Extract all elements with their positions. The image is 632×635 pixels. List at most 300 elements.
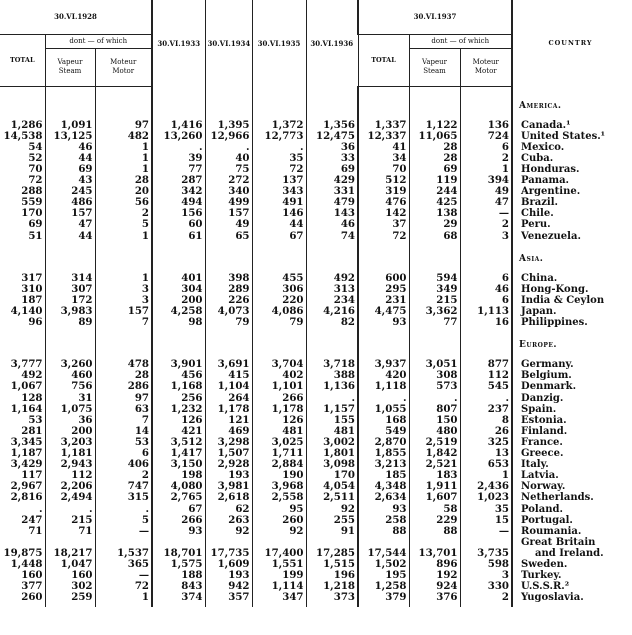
cell-value: 342 [152, 186, 205, 197]
cell-value: 330 [460, 581, 512, 592]
cell-value: 35 [252, 153, 306, 164]
table-row [0, 120, 628, 131]
country-name [512, 186, 628, 197]
country-name [512, 208, 628, 219]
cell-value: 47 [460, 197, 512, 208]
cell-value: 31 [45, 393, 95, 404]
cell-value: 3,002 [306, 437, 358, 448]
cell-value: 61 [152, 231, 205, 242]
country-label: Japan. [521, 306, 557, 317]
cell-value: 229 [409, 515, 460, 526]
cell-value: 2,870 [358, 437, 409, 448]
cell-value: 72 [95, 581, 152, 592]
cell-value: 256 [152, 393, 205, 404]
cell-value: 469 [205, 426, 252, 437]
cell-value: 17,400 [252, 537, 306, 559]
country-label: India & Ceylon [521, 294, 605, 306]
table-row [0, 317, 628, 328]
cell-value: 263 [205, 515, 252, 526]
cell-value: 75 [205, 164, 252, 175]
cell-value: 3,298 [205, 437, 252, 448]
cell-value: 376 [409, 592, 460, 603]
table-row [0, 404, 628, 415]
cell-value: 193 [205, 470, 252, 481]
cell-value: 5 [95, 219, 152, 230]
cell-value: 11,065 [409, 131, 460, 142]
cell-value: 70 [28, 163, 43, 175]
country-name [512, 581, 628, 592]
country-name [512, 393, 628, 404]
cell-value: 388 [306, 370, 358, 381]
cell-value: 653 [460, 459, 512, 470]
cell-value: 18,217 [45, 537, 95, 559]
table-row [0, 273, 628, 284]
country-name [512, 370, 628, 381]
region-row [0, 101, 628, 112]
cell-value: 1,515 [306, 559, 358, 570]
cell-value: 88 [358, 526, 409, 537]
cell-value: 58 [409, 504, 460, 515]
country-label-continued: and Ireland. [535, 547, 604, 559]
table-row [0, 208, 628, 219]
table-row [0, 295, 628, 306]
cell-value: 2,884 [252, 459, 306, 470]
country-name [512, 284, 628, 295]
cell-value: 3,512 [152, 437, 205, 448]
cell-value: 1,609 [205, 559, 252, 570]
cell-value: . [45, 504, 95, 515]
cell-value: 374 [152, 592, 205, 603]
country-label: Honduras. [521, 163, 580, 175]
cell-value: 482 [95, 131, 152, 142]
country-name [512, 404, 628, 415]
cell-value: 1,502 [358, 559, 409, 570]
cell-value: 3 [460, 570, 512, 581]
header-dont-1928: dont — of which [45, 34, 152, 48]
cell-value: 72 [28, 175, 43, 187]
cell-value: 2 [460, 592, 512, 603]
cell-value: 3,735 [460, 537, 512, 559]
country-label: Portugal. [521, 514, 573, 526]
cell-value: 2,511 [306, 492, 358, 503]
country-label: Belgium. [521, 370, 572, 382]
cell-value: 2,519 [409, 437, 460, 448]
cell-value: 486 [45, 197, 95, 208]
table-row [0, 131, 628, 142]
cell-value: 43 [45, 175, 95, 186]
table-row [0, 570, 628, 581]
cell-value: 3,983 [45, 306, 95, 317]
table-row [0, 306, 628, 317]
cell-value: 394 [460, 175, 512, 186]
cell-value: 7 [95, 317, 152, 328]
cell-value: 39 [152, 153, 205, 164]
cell-value: 479 [306, 197, 358, 208]
cell-value: 77 [152, 164, 205, 175]
cell-value: 93 [358, 317, 409, 328]
table-body [0, 86, 628, 607]
country-label: Greece. [521, 448, 564, 460]
cell-value: 2,765 [152, 492, 205, 503]
country-label: Brazil. [521, 197, 558, 209]
header-steam-1937: Vapeur Steam [409, 48, 460, 86]
cell-value: 289 [205, 284, 252, 295]
table-row [0, 470, 628, 481]
country-label: Poland. [521, 503, 563, 515]
country-name [512, 219, 628, 230]
cell-value: 79 [252, 317, 306, 328]
header-motor-1937: Moteur Motor [460, 48, 512, 86]
cell-value: . [460, 393, 512, 404]
table-row [0, 359, 628, 370]
cell-value: 258 [358, 515, 409, 526]
cell-value: 36 [306, 142, 358, 153]
country-label: France. [521, 436, 563, 448]
cell-value: 1,551 [252, 559, 306, 570]
cell-value: 195 [358, 570, 409, 581]
cell-value: 2 [95, 208, 152, 219]
cell-value: 340 [205, 186, 252, 197]
cell-value: 1,114 [252, 581, 306, 592]
cell-value: 44 [45, 153, 95, 164]
cell-value: 12,475 [306, 131, 358, 142]
cell-value: 325 [460, 437, 512, 448]
cell-value: 220 [252, 295, 306, 306]
region-name: America. [512, 101, 628, 112]
cell-value: 16 [460, 317, 512, 328]
cell-value: 18,701 [152, 537, 205, 559]
cell-value: 82 [306, 317, 358, 328]
cell-value: 264 [205, 393, 252, 404]
cell-value: 343 [252, 186, 306, 197]
cell-value: 1,356 [306, 120, 358, 131]
cell-value: 310 [21, 283, 43, 295]
cell-value: 494 [152, 197, 205, 208]
cell-value: 160 [45, 570, 95, 581]
cell-value: 46 [460, 284, 512, 295]
cell-value: 1,711 [252, 448, 306, 459]
cell-value: 168 [358, 415, 409, 426]
cell-value: 226 [205, 295, 252, 306]
cell-value: — [460, 526, 512, 537]
cell-value: 2,558 [252, 492, 306, 503]
table-row [0, 515, 628, 526]
cell-value: 415 [205, 370, 252, 381]
cell-value: 1,164 [10, 403, 43, 415]
cell-value: 93 [152, 526, 205, 537]
cell-value: 60 [152, 219, 205, 230]
cell-value: 2 [95, 470, 152, 481]
cell-value: 1,416 [152, 120, 205, 131]
cell-value: 549 [358, 426, 409, 437]
cell-value: 1,168 [152, 381, 205, 392]
cell-value: 1,075 [45, 404, 95, 415]
cell-value: 112 [460, 370, 512, 381]
cell-value: 4,258 [152, 306, 205, 317]
cell-value: 2,943 [45, 459, 95, 470]
cell-value: 157 [45, 208, 95, 219]
country-name [512, 426, 628, 437]
cell-value: 193 [205, 570, 252, 581]
cell-value: 1,178 [205, 404, 252, 415]
cell-value: 26 [460, 426, 512, 437]
country-name [512, 295, 628, 306]
cell-value: 307 [45, 284, 95, 295]
cell-value: 5 [95, 515, 152, 526]
cell-value: 295 [358, 284, 409, 295]
country-label: Danzig. [521, 392, 564, 404]
cell-value: 3,901 [152, 359, 205, 370]
cell-value: 13,701 [409, 537, 460, 559]
cell-value: 28 [409, 142, 460, 153]
country-name [512, 459, 628, 470]
cell-value: 142 [358, 208, 409, 219]
cell-value: 877 [460, 359, 512, 370]
country-label: Hong-Kong. [521, 283, 589, 295]
cell-value: 3,213 [358, 459, 409, 470]
country-name [512, 515, 628, 526]
cell-value: 425 [409, 197, 460, 208]
cell-value: 1 [460, 164, 512, 175]
cell-value: 47 [45, 219, 95, 230]
cell-value: 4,086 [252, 306, 306, 317]
cell-value: 2,634 [358, 492, 409, 503]
region-row [0, 340, 628, 351]
cell-value: 3,691 [205, 359, 252, 370]
cell-value: . [358, 393, 409, 404]
cell-value: 1,417 [152, 448, 205, 459]
cell-value: 2,928 [205, 459, 252, 470]
header-country: COUNTRY [512, 0, 628, 86]
cell-value: 480 [409, 426, 460, 437]
country-label: Philippines. [521, 317, 588, 329]
cell-value: 491 [252, 197, 306, 208]
cell-value: 247 [21, 514, 43, 526]
cell-value: 3,704 [252, 359, 306, 370]
cell-value: 1,232 [152, 404, 205, 415]
cell-value: 68 [409, 231, 460, 242]
cell-value: 44 [252, 219, 306, 230]
cell-value: 1,575 [152, 559, 205, 570]
cell-value: 6 [460, 142, 512, 153]
cell-value: 12,773 [252, 131, 306, 142]
cell-value: 119 [409, 175, 460, 186]
cell-value: 481 [306, 426, 358, 437]
cell-value: 199 [252, 570, 306, 581]
cell-value: 12,337 [358, 131, 409, 142]
cell-value: 143 [306, 208, 358, 219]
cell-value: 62 [205, 504, 252, 515]
cell-value: 379 [358, 592, 409, 603]
cell-value: 2,521 [409, 459, 460, 470]
cell-value: 499 [205, 197, 252, 208]
country-label: Latvia. [521, 470, 559, 482]
cell-value: 14,538 [3, 130, 43, 142]
cell-value: 401 [152, 273, 205, 284]
country-name [512, 120, 628, 131]
country-label: Finland. [521, 425, 568, 437]
country-name [512, 175, 628, 186]
cell-value: 157 [95, 306, 152, 317]
spacer-row [0, 603, 628, 607]
country-label: Turkey. [521, 570, 562, 582]
table-row [0, 142, 628, 153]
cell-value: 266 [252, 393, 306, 404]
cell-value: 3,429 [10, 459, 43, 471]
cell-value: 1,118 [358, 381, 409, 392]
cell-value: 2,494 [45, 492, 95, 503]
cell-value: 95 [252, 504, 306, 515]
cell-value: 3,203 [45, 437, 95, 448]
cell-value: 1,801 [306, 448, 358, 459]
cell-value: 724 [460, 131, 512, 142]
cell-value: — [95, 570, 152, 581]
cell-value: 313 [306, 284, 358, 295]
cell-value: 112 [45, 470, 95, 481]
country-name [512, 131, 628, 142]
cell-value: 49 [205, 219, 252, 230]
country-name [512, 164, 628, 175]
cell-value: 28 [409, 153, 460, 164]
table-row [0, 175, 628, 186]
cell-value: 747 [95, 481, 152, 492]
cell-value: 136 [460, 120, 512, 131]
cell-value: 215 [409, 295, 460, 306]
table-row [0, 393, 628, 404]
cell-value: 2,967 [10, 481, 43, 493]
cell-value: 2 [460, 219, 512, 230]
cell-value: 7 [95, 415, 152, 426]
cell-value: 29 [409, 219, 460, 230]
header-motor-1928: Moteur Motor [95, 48, 152, 86]
cell-value: 63 [95, 404, 152, 415]
header-1928: 30.VI.1928 [0, 0, 152, 34]
cell-value: 260 [252, 515, 306, 526]
cell-value: 1,113 [460, 306, 512, 317]
cell-value: 14 [95, 426, 152, 437]
cell-value: 306 [252, 284, 306, 295]
cell-value: 377 [21, 581, 43, 593]
cell-value: 126 [252, 415, 306, 426]
country-name [512, 231, 628, 242]
cell-value: 455 [252, 273, 306, 284]
country-name [512, 570, 628, 581]
cell-value: 1,258 [358, 581, 409, 592]
region-row [0, 254, 628, 265]
country-name [512, 273, 628, 284]
cell-value: 1,157 [306, 404, 358, 415]
country-name [512, 537, 628, 559]
cell-value: 65 [205, 231, 252, 242]
cell-value: 478 [95, 359, 152, 370]
cell-value: 476 [358, 197, 409, 208]
cell-value: 97 [95, 393, 152, 404]
country-label: Norway. [521, 481, 566, 493]
header-1934: 30.VI.1934 [205, 0, 252, 86]
country-label: Spain. [521, 403, 557, 415]
cell-value: 19,875 [3, 546, 43, 559]
cell-value: 155 [306, 415, 358, 426]
cell-value: 1,395 [205, 120, 252, 131]
table-row [0, 197, 628, 208]
cell-value: 128 [21, 392, 43, 404]
cell-value: . [205, 142, 252, 153]
country-name [512, 153, 628, 164]
country-label: U.S.S.R.² [521, 581, 570, 593]
country-label: Sweden. [521, 558, 568, 570]
cell-value: 234 [306, 295, 358, 306]
cell-value: 190 [252, 470, 306, 481]
cell-value: 421 [152, 426, 205, 437]
header-1937: 30.VI.1937 [358, 0, 512, 34]
cell-value: 1,091 [45, 120, 95, 131]
cell-value: . [409, 393, 460, 404]
cell-value: 3,777 [10, 359, 43, 371]
table-row [0, 448, 628, 459]
cell-value: 1,337 [358, 120, 409, 131]
cell-value: 15 [460, 515, 512, 526]
cell-value: 188 [152, 570, 205, 581]
table-row [0, 437, 628, 448]
cell-value: 1,101 [252, 381, 306, 392]
cell-value: 1 [95, 231, 152, 242]
cell-value: 88 [409, 526, 460, 537]
cell-value: 331 [306, 186, 358, 197]
cell-value: 4,475 [358, 306, 409, 317]
cell-value: 1 [460, 470, 512, 481]
cell-value: 1,122 [409, 120, 460, 131]
country-name [512, 559, 628, 570]
cell-value: 35 [460, 504, 512, 515]
cell-value: 365 [95, 559, 152, 570]
cell-value: 192 [409, 570, 460, 581]
table-row [0, 537, 628, 559]
spacer-row [0, 351, 628, 359]
cell-value: 77 [409, 317, 460, 328]
cell-value: 598 [460, 559, 512, 570]
cell-value: 51 [28, 230, 43, 242]
country-label: Argentine. [521, 186, 581, 198]
country-name [512, 415, 628, 426]
country-name [512, 142, 628, 153]
cell-value: 185 [358, 470, 409, 481]
cell-value: 492 [306, 273, 358, 284]
cell-value: 3,260 [45, 359, 95, 370]
country-name [512, 492, 628, 503]
spacer-row [0, 265, 628, 273]
cell-value: 319 [358, 186, 409, 197]
table-row [0, 415, 628, 426]
cell-value: 46 [306, 219, 358, 230]
cell-value: 942 [205, 581, 252, 592]
header-total-1937: TOTAL [358, 34, 409, 86]
country-label: Panama. [521, 175, 570, 187]
cell-value: 302 [45, 581, 95, 592]
cell-value: 79 [205, 317, 252, 328]
cell-value: 92 [252, 526, 306, 537]
cell-value: 17,544 [358, 537, 409, 559]
cell-value: 3,025 [252, 437, 306, 448]
country-label: Cuba. [521, 152, 554, 164]
table-row [0, 559, 628, 570]
country-label: Yugoslavia. [521, 592, 584, 604]
cell-value: 69 [409, 164, 460, 175]
cell-value: 281 [21, 425, 43, 437]
cell-value: 2 [460, 153, 512, 164]
cell-value: 28 [95, 175, 152, 186]
country-name [512, 470, 628, 481]
cell-value: 4,140 [10, 306, 43, 317]
